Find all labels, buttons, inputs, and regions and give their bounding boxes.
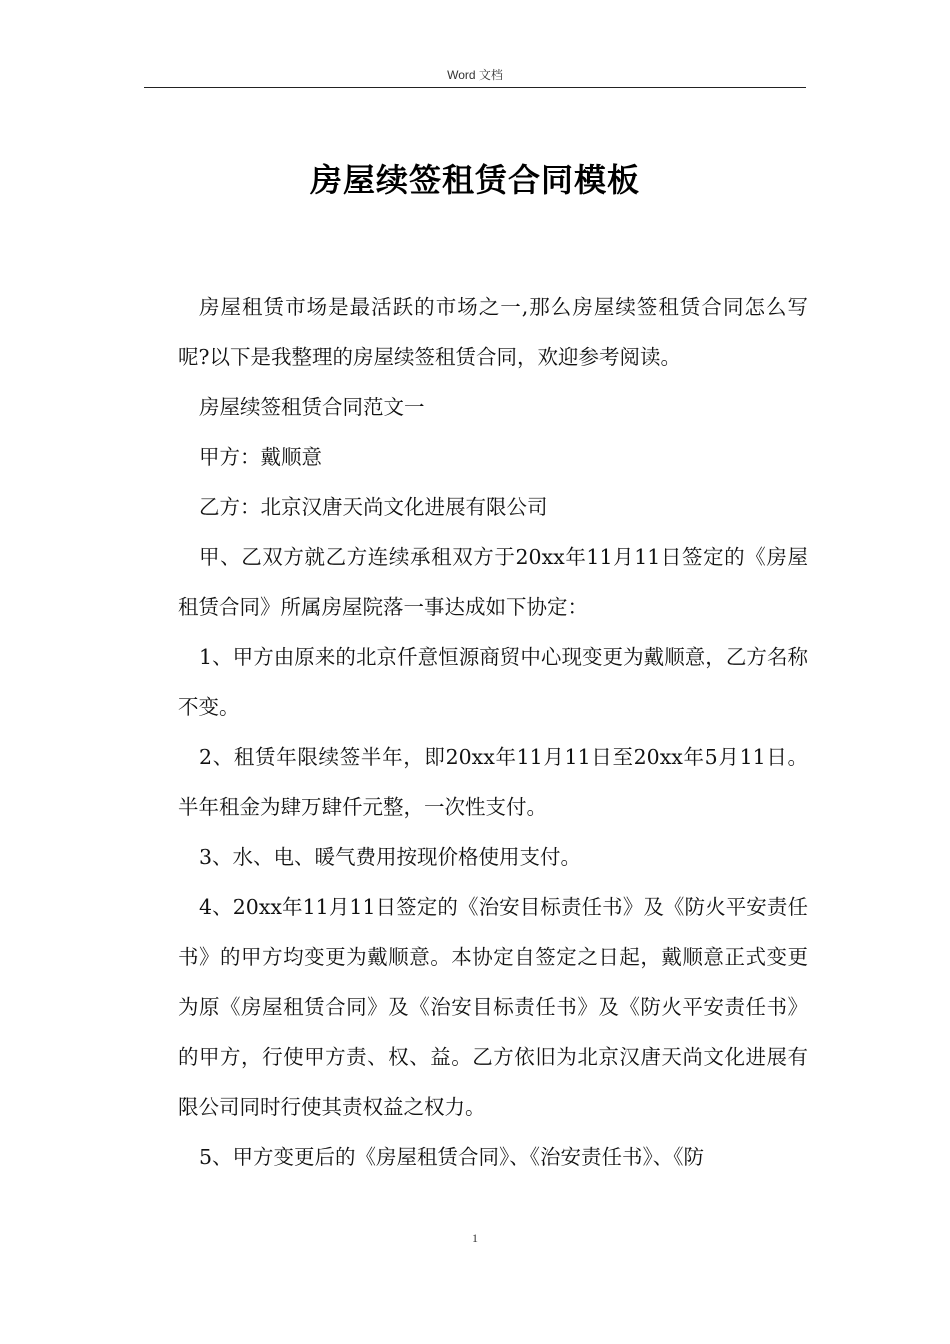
- paragraph-clause-4: 4、20xx年11月11日签定的《治安目标责任书》及《防火平安责任书》的甲方均变更为戴顺意。本协定自签定之日起，戴顺意正式变更为原《房屋租赁合同》及《治安目标责任书》及《防火平安责任书》的甲方，行使甲方责、权、益。乙方依旧为北京汉唐天尚文化进展有限公司同时行使其责权益之权力。: [178, 895, 808, 1119]
- paragraph-clause-1: 1、甲方由原来的北京仟意恒源商贸中心现变更为戴顺意，乙方名称不变。: [178, 645, 808, 719]
- paragraph-party-a: 甲方：戴顺意: [199, 445, 322, 469]
- paragraph-agreement-preamble: 甲、乙双方就乙方连续承租双方于20xx年11月11日签定的《房屋租赁合同》所属房屋院落一事达成如下协定：: [178, 545, 808, 619]
- page-header: Word 文档: [447, 68, 503, 82]
- paragraph-clause-5: 5、甲方变更后的《房屋租赁合同》、《治安责任书》、《防: [199, 1145, 705, 1169]
- paragraph-clause-2: 2、租赁年限续签半年，即20xx年11月11日至20xx年5月11日。半年租金为肆万肆仟元整，一次性支付。: [178, 745, 808, 819]
- document-body: [178, 282, 808, 1182]
- paragraph-intro: 房屋租赁市场是最活跃的市场之一,那么房屋续签租赁合同怎么写呢?以下是我整理的房屋续签租赁合同，欢迎参考阅读。: [178, 295, 808, 369]
- paragraph-clause-3: 3、水、电、暖气费用按现价格使用支付。: [199, 845, 582, 869]
- page-number: 1: [472, 1231, 478, 1245]
- paragraph-heading-sample-one: 房屋续签租赁合同范文一: [199, 395, 425, 419]
- document-title: 房屋续签租赁合同模板: [309, 161, 640, 199]
- paragraph-party-b: 乙方：北京汉唐天尚文化进展有限公司: [199, 495, 548, 519]
- header-divider: [144, 87, 806, 88]
